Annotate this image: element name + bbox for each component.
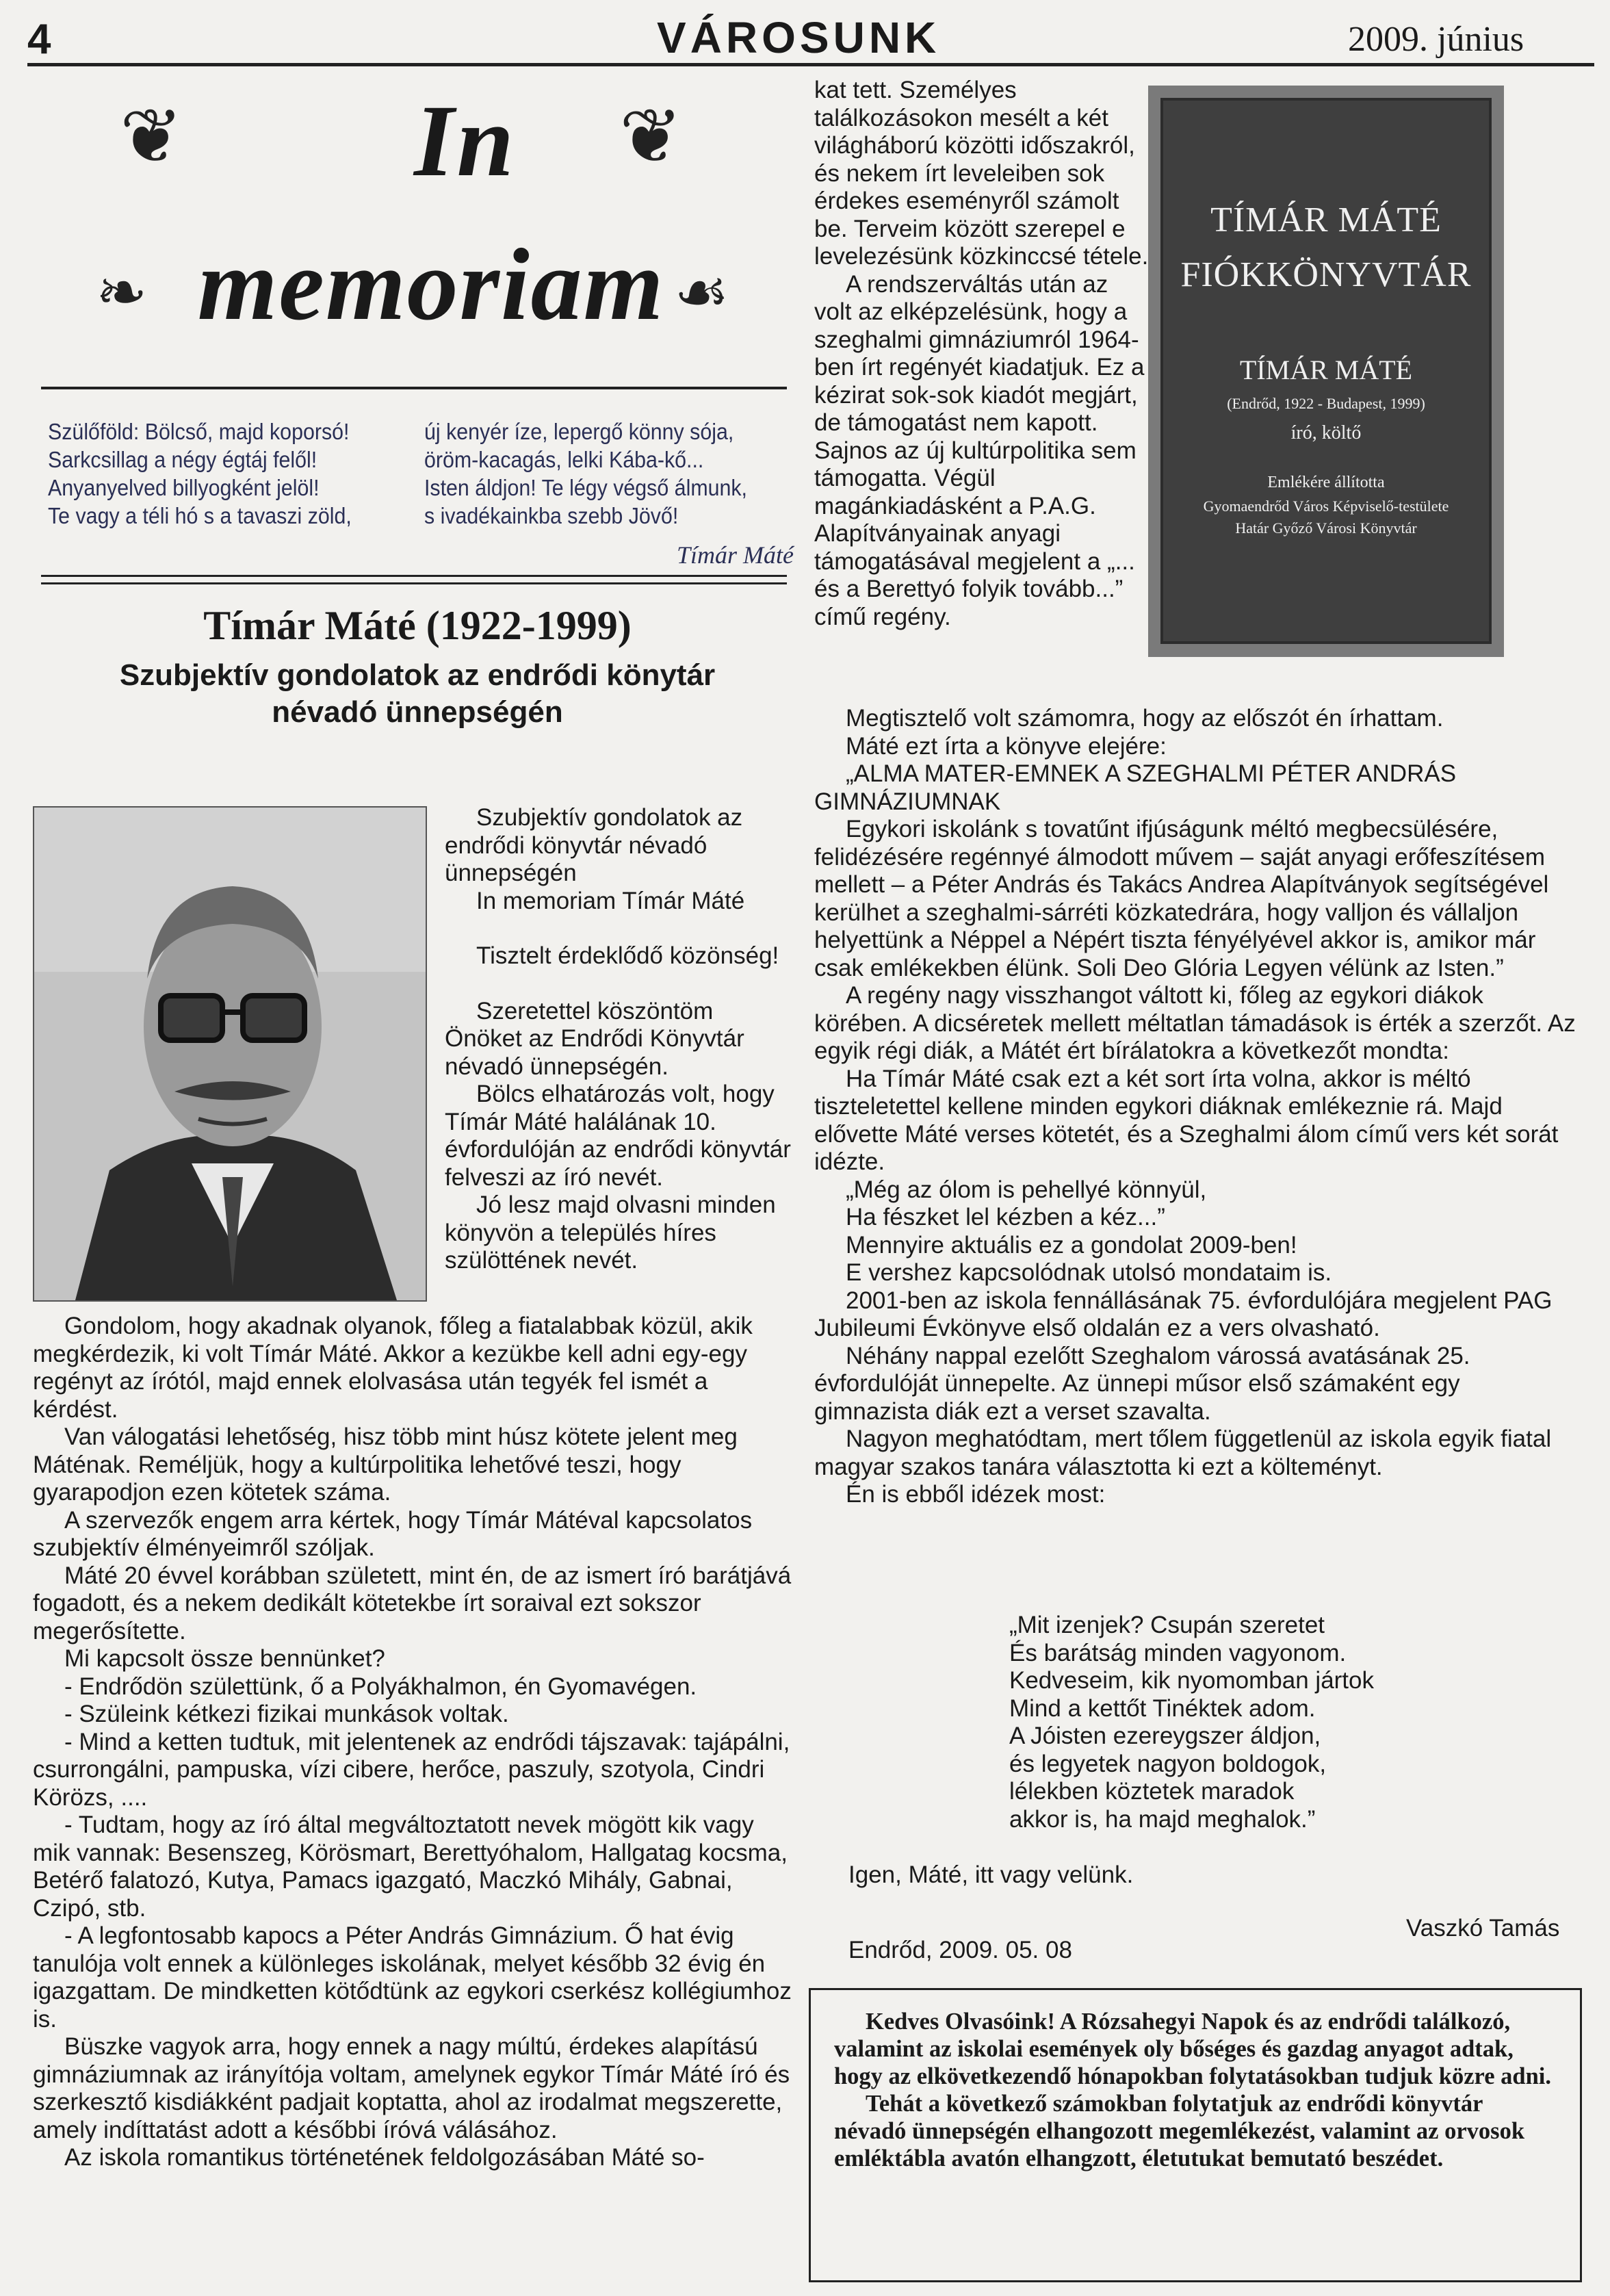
- paragraph: Bölcs elhatározás volt, hogy Tímár Máté halálának 10. évfordulóján az endrődi könyvtár felveszi az író nevét.: [445, 1081, 791, 1191]
- article-title: Tímár Máté (1922-1999): [203, 603, 632, 648]
- memoriam-title-in: In: [414, 84, 517, 198]
- list-item: - A legfontosabb kapocs a Péter András Gimnázium. Ő hat évig tanulója volt ennek a különleges iskolának, melyet később 32 évig én igazgattam. De mindketten kötődtünk az egykori cserkész kollégiumhoz is.: [33, 1922, 792, 2033]
- portrait-illustration: [34, 808, 426, 1300]
- poem-left-column: [48, 417, 352, 530]
- subtitle-line: névadó ünnepségén: [272, 695, 563, 729]
- floral-ornament-icon: ❦: [619, 94, 683, 179]
- paragraph: Máté ezt írta a könyve elejére:: [846, 732, 1167, 760]
- closing-line: Igen, Máté, itt vagy velünk.: [848, 1861, 1134, 1888]
- page-number: 4: [27, 16, 51, 63]
- poem-line: és legyetek nagyon boldogok,: [1009, 1750, 1327, 1777]
- article-subtitle: [41, 657, 794, 731]
- paragraph: Szubjektív gondolatok az endrődi könyvtár névadó ünnepségén: [445, 804, 743, 886]
- poem-line: új kenyér íze, lepergő könny sója,: [424, 419, 734, 444]
- paragraph: 2001-ben az iskola fennállásának 75. évfordulójára megjelent PAG Jubileumi Évkönyve első oldalán ez a vers olvasható.: [814, 1287, 1553, 1341]
- floral-ornament-icon: ☙: [674, 259, 729, 327]
- paragraph: A regény nagy visszhangot váltott ki, főleg az egykori diákok körében. A dicséretek mellett méltatlan támadások is érték a szerzőt. Az egyik régi diák, a Mátét ért bírálatokra a következőt mondta:: [814, 982, 1576, 1064]
- poem-line: Szülőföld: Bölcső, majd koporsó!: [48, 419, 350, 444]
- paragraph: Máté 20 évvel korábban született, mint én, de az ismert író barátjává fogadott, és a nekem dedikált kötetekbe írt soraival ezt sokszor megerősítette.: [33, 1562, 792, 1644]
- paragraph: Gondolom, hogy akadnak olyanok, főleg a fiatalabbak közül, akik megkérdezik, ki volt Tímár Máté. Akkor a kezükbe kell adni egy-egy regényt az írótól, majd ennek elolvasása után tegyék fel ismét a kérdést.: [33, 1313, 753, 1423]
- paragraph: Egykori iskolánk s tovatűnt ifjúságunk méltó megbecsülésére, felidézésére regénnyé álmodott művem – saját anyagi erőfeszítésem mellett – a Péter András és Takács Andrea Alapítványok segítségével kerülhet a szeghalmi-sárréti közkatedrára, hogy valljon és vállaljon helyettünk a Néppel a Népért tiszta fényélyével akkor is, amikor már csak emlékekben élünk. Soli Deo Glória Legyen vélünk az Isten.”: [814, 816, 1549, 981]
- list-item: - Endrődön születtünk, ő a Polyákhalmon, én Gyomavégen.: [64, 1673, 697, 1700]
- poem-line: „Mit izenjek? Csupán szeretet: [1009, 1612, 1325, 1638]
- memoriam-title: memoriam: [197, 228, 665, 341]
- quote-line: Ha fészket lel kézben a kéz...”: [846, 1204, 1165, 1230]
- intro-block: [445, 804, 794, 1275]
- poem-line: Sarkcsillag a négy égtáj felől!: [48, 447, 317, 472]
- poem-line: És barátság minden vagyonom.: [1009, 1639, 1347, 1666]
- poem-line: s ivadékainkba szebb Jövő!: [424, 503, 679, 528]
- paragraph: Tisztelt érdeklődő közönség!: [476, 942, 779, 969]
- paragraph: Megtisztelő volt számomra, hogy az előszót én írhattam.: [846, 705, 1444, 732]
- poem-right-column: [424, 417, 747, 530]
- library-plaque-photo: [1148, 86, 1504, 657]
- poem-line: Mind a kettőt Tinéktek adom.: [1009, 1694, 1316, 1722]
- plaque-line: Határ Győző Városi Könyvtár: [1235, 519, 1417, 537]
- poem-line: akkor is, ha majd meghalok.”: [1009, 1805, 1316, 1833]
- paragraph: E vershez kapcsolódnak utolsó mondataim is.: [846, 1259, 1332, 1286]
- plaque-line: FIÓKKÖNYVTÁR: [1180, 255, 1472, 294]
- paragraph: Néhány nappal ezelőtt Szeghalom várossá avatásának 25. évfordulóját ünnepelte. Az ünnepi műsor első számaként egy gimnazista diák ezt a verset szavalta.: [814, 1342, 1470, 1425]
- paragraph: Van válogatási lehetőség, hisz több mint húsz kötete jelent meg Máténak. Reméljük, hogy a kultúrpolitika lehetővé teszi, hogy gyarapodjon ezen kötetek száma.: [33, 1423, 738, 1506]
- editor-note-paragraph: Tehát a következő számokban folytatjuk az endrődi könyvtár névadó ünnepségén elhangozott megemlékezést, valamint az orvosok emléktábla avatón elhangzott, életutukat bemutató beszédet.: [834, 2091, 1525, 2171]
- plaque-line: TÍMÁR MÁTÉ: [1239, 354, 1413, 385]
- portrait-photo: [33, 806, 427, 1302]
- paragraph: In memoriam Tímár Máté: [476, 887, 745, 914]
- poem-author: Tímár Máté: [677, 541, 794, 569]
- paragraph: Mennyire aktuális ez a gondolat 2009-ben!: [846, 1231, 1297, 1259]
- editor-note-paragraph: Kedves Olvasóink! A Rózsahegyi Napok és az endrődi találkozó, valamint az iskolai események oly bőséges és gazdag anyagot adtak, hogy az elkövetkezendő hónapokban folytatásokban tudjuk közre adni.: [834, 2009, 1551, 2089]
- author-signature: Vaszkó Tamás: [1406, 1915, 1560, 1942]
- paragraph: Büszke vagyok arra, hogy ennek a nagy múltú, érdekes alapítású gimnáziumnak az irányítója voltam, amelynek egykor Tímár Máté író és szerkesztő kisdiákként padjait koptatta, ahol az irodalmat megszerette, amely indíttatást adott a későbbi íróvá válásához.: [33, 2033, 790, 2143]
- paragraph: „ALMA MATER-EMNEK A SZEGHALMI PÉTER ANDRÁS GIMNÁZIUMNAK: [814, 760, 1457, 815]
- poem-line: lélekben köztetek maradok: [1009, 1778, 1295, 1805]
- poem-line: öröm-kacagás, lelki Kába-kő...: [424, 447, 704, 472]
- poem-line: A Jóisten ezereygszer áldjon,: [1009, 1723, 1321, 1749]
- paragraph: A szervezők engem arra kértek, hogy Tímár Mátéval kapcsolatos szubjektív élményeimről szóljak.: [33, 1506, 753, 1561]
- plaque-line: TÍMÁR MÁTÉ: [1210, 201, 1442, 240]
- floral-ornament-icon: ❦: [120, 94, 183, 179]
- editor-note-box: [809, 1988, 1582, 2282]
- divider: [41, 575, 787, 584]
- paragraph: Szeretettel köszöntöm Önöket az Endrődi Könyvtár névadó ünnepségén.: [445, 997, 744, 1080]
- list-item: - Tudtam, hogy az író által megváltoztatott nevek mögött kik vagy mik vannak: Besenszeg, Körösmart, Berettyóhalom, Hallgatag kocsma, Betérő falatozó, Kutya, Pamacs igazgató, Maczkó Mihály, Gabnai, Czipó, stb.: [33, 1811, 788, 1922]
- paragraph: Nagyon meghatódtam, mert tőlem függetlenül az iskola egyik fiatal magyar szakos tanára választotta ki ezt a költeményt.: [814, 1426, 1552, 1480]
- plaque-board: [1160, 98, 1492, 644]
- quote-line: „Még az ólom is pehellyé könnyül,: [846, 1176, 1207, 1203]
- poem-line: Anyanyelved billyogként jelöl!: [48, 475, 320, 500]
- paragraph: Én is ebből idézek most:: [846, 1481, 1106, 1508]
- subtitle-line: Szubjektív gondolatok az endrődi könytár: [119, 658, 716, 692]
- list-item: - Szüleink kétkezi fizikai munkások voltak.: [64, 1701, 509, 1727]
- list-item: - Mind a ketten tudtuk, mit jelentenek az endrődi tájszavak: tajápálni, csurrongálni, pampuska, vízi cibere, herőce, paszuly, szotyola, Cindri Körözs, ....: [33, 1728, 790, 1811]
- plaque-line: (Endrőd, 1922 - Budapest, 1999): [1227, 395, 1425, 412]
- quoted-poem: [1009, 1612, 1488, 1833]
- paragraph: Jó lesz majd olvasni minden könyvön a település híres szülöttének nevét.: [445, 1191, 776, 1274]
- right-column-top: [814, 77, 1150, 631]
- dateline: Endrőd, 2009. 05. 08: [848, 1937, 1072, 1963]
- paragraph: Mi kapcsolt össze bennünket?: [64, 1645, 385, 1672]
- poem-line: Te vagy a téli hó s a tavaszi zöld,: [48, 503, 352, 528]
- masthead: VÁROSUNK: [657, 13, 941, 62]
- paragraph: kat tett. Személyes találkozásokon mesélt a két világháború közötti időszakról, és nekem írt leveleiben sok érdekes eseményről számolt be. Terveim között szerepel e levelezésünk közkinccsé tétele.: [814, 77, 1149, 270]
- paragraph: Az iskola romantikus történetének feldolgozásában Máté so-: [64, 2144, 705, 2171]
- divider: [41, 387, 787, 389]
- left-column-body: [33, 1313, 794, 2172]
- issue-date: 2009. június: [1348, 20, 1524, 59]
- right-column-body: [814, 705, 1581, 1509]
- plaque-line: Gyomaendrőd Város Képviselő-testülete: [1203, 498, 1449, 515]
- poem-line: Isten áldjon! Te légy végső álmunk,: [424, 475, 747, 500]
- paragraph: Ha Tímár Máté csak ezt a két sort írta volna, akkor is méltó tiszteletettel kellene minden egykori diáknak emlékeznie rá. Majd elővette Máté verses kötetét, és a Szeghalmi álom című vers két sorát idézte.: [814, 1065, 1559, 1175]
- header-rule: [27, 63, 1594, 66]
- plaque-line: író, költő: [1290, 422, 1362, 443]
- plaque-line: Emlékére állította: [1267, 474, 1385, 491]
- paragraph: A rendszerváltás után az volt az elképzelésünk, hogy a szeghalmi gimnáziumról 1964-ben írt regényét kiadatjuk. Ez a kézirat sok-sok kiadót megjárt, de támogatást nem kapott. Sajnos az új kultúrpolitika sem támogatta. Végül magánkiadásként a P.A.G. Alapítványainak anyagi támogatásával megjelent a „... és a Berettyó folyik tovább...” című regény.: [814, 270, 1145, 630]
- floral-ornament-icon: ❧: [96, 259, 148, 327]
- poem-line: Kedveseim, kik nyomomban jártok: [1009, 1667, 1374, 1694]
